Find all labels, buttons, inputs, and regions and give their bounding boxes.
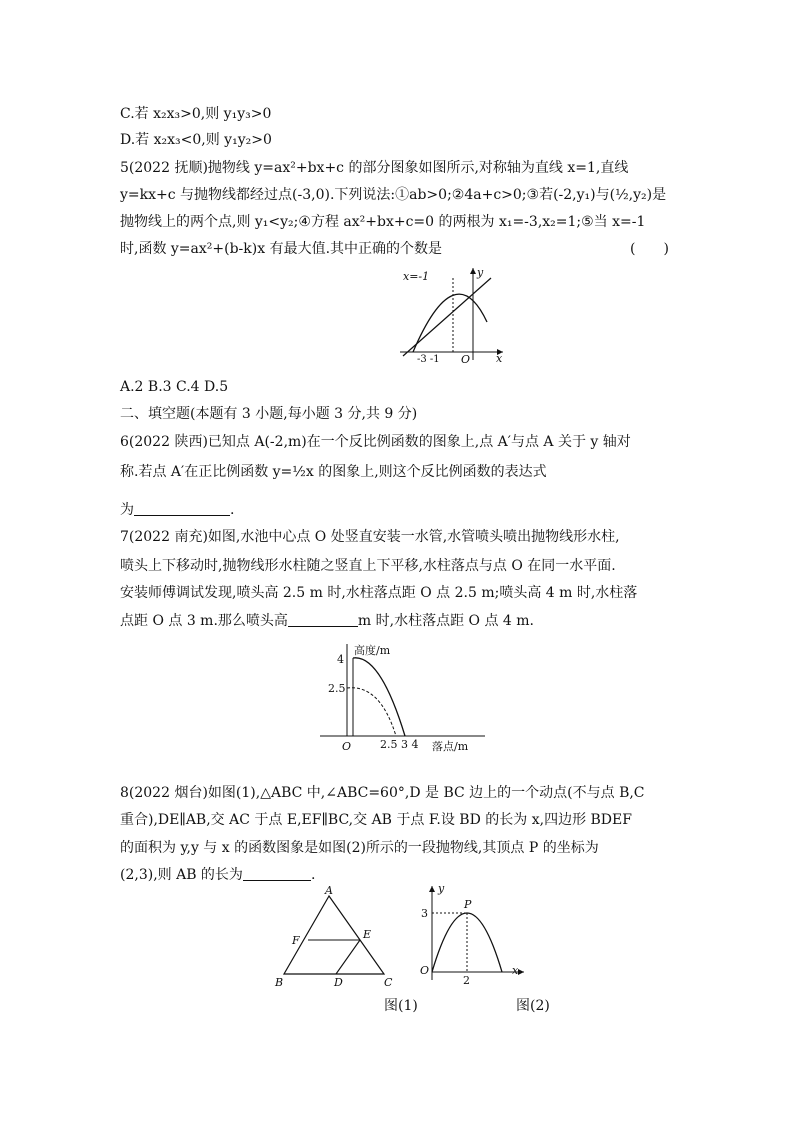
fig2-caption: 图(2) [516, 998, 550, 1014]
x-axis-arrow [518, 969, 524, 975]
y-axis-arrow [470, 268, 476, 274]
q6-answer-blank[interactable] [134, 501, 230, 516]
q6-line-3 [120, 500, 234, 520]
answer-paren: ( ) [630, 241, 669, 257]
q5-line-3: 抛物线上的两个点,则 y₁<y₂;④方程 ax²+bx+c=0 的两根为 x₁=-3,x₂=1;⑤当 x=-1 [120, 214, 646, 230]
parabola-2-5m [347, 688, 396, 736]
q7-line-3: 安装师傅调试发现,喷头高 2.5 m 时,水柱落点距 O 点 2.5 m;喷头高 4 m 时,水柱落 [120, 585, 638, 601]
y-tick-4: 4 [337, 653, 344, 666]
label-a: A [325, 884, 333, 897]
segment-de [336, 940, 360, 974]
q5-line-2: y=kx+c 与抛物线都经过点(-3,0).下列说法:①ab>0;②4a+c>0;③若(-2,y₁)与(½,y₂)是 [120, 187, 667, 203]
y-tick-3: 3 [421, 907, 428, 920]
option-c: C.若 x₂x₃>0,则 y₁y₃>0 [120, 106, 272, 122]
q8-parabola-figure [412, 882, 532, 987]
vertex-label: P [464, 898, 472, 911]
label-e: E [363, 928, 372, 941]
parabola-4m [353, 658, 405, 736]
label-c: C [384, 976, 393, 989]
q7-suffix: m 时,水柱落点距 O 点 4 m. [357, 613, 535, 629]
q7-prefix: 点距 O 点 3 m.那么喷头高 [120, 613, 288, 629]
q6-line-1: 6(2022 陕西)已知点 A(-2,m)在一个反比例函数的图象上,点 A′与点 A 关于 y 轴对 [120, 434, 631, 450]
label-b: B [275, 976, 284, 989]
q5-choices: A.2 B.3 C.4 D.5 [120, 379, 229, 395]
y-tick-2-5: 2.5 [328, 682, 346, 695]
q8-answer-blank[interactable] [243, 866, 311, 881]
y-axis-arrow [429, 886, 435, 892]
tick-labels: -3 -1 [417, 354, 440, 365]
option-d: D.若 x₂x₃<0,则 y₁y₂>0 [120, 132, 272, 148]
q8-line-1: 8(2022 烟台)如图(1),△ABC 中,∠ABC=60°,D 是 BC 边上的一个动点(不与点 B,C [120, 785, 645, 801]
q5-line-1: 5(2022 抚顺)抛物线 y=ax²+bx+c 的部分图象如图所示,对称轴为直线 x=1,直线 [120, 160, 629, 176]
q7-answer-blank[interactable] [288, 612, 358, 627]
q6-prefix: 为 [120, 502, 134, 518]
origin-label: O [342, 740, 352, 753]
section-heading: 二、填空题(本题有 3 小题,每小题 3 分,共 9 分) [120, 406, 418, 422]
y-label: y [438, 882, 445, 895]
x-ticks: 2.5 3 4 [380, 738, 419, 751]
label-f: F [292, 934, 300, 947]
x-label: x [496, 352, 503, 365]
origin-label: O [461, 353, 471, 366]
q8-line-2: 重合),DE∥AB,交 AC 于点 E,EF∥BC,交 AB 于点 F.设 BD 的长为 x,四边形 BDEF [120, 812, 632, 828]
parabola-curve [413, 294, 487, 352]
q7-fountain-figure [320, 640, 490, 753]
straight-line [403, 278, 491, 356]
q7-line-1: 7(2022 南充)如图,水池中心点 O 处竖直安装一水管,水管喷头喷出抛物线形水柱, [120, 529, 620, 545]
q6-suffix: . [230, 502, 235, 518]
fig1-caption: 图(1) [384, 998, 418, 1014]
y-axis-label: 高度/m [354, 644, 391, 657]
q7-line-4 [120, 611, 534, 631]
q5-parabola-figure [395, 264, 505, 364]
q7-line-2: 喷头上下移动时,抛物线形水柱随之竖直上下平移,水柱落点与点 O 在同一水平面. [120, 558, 616, 574]
q8-triangle-figure [272, 886, 402, 996]
label-d: D [334, 976, 343, 989]
x-tick-2: 2 [463, 974, 470, 987]
q8-suffix: . [310, 867, 316, 883]
q8-prefix: (2,3),则 AB 的长为 [120, 867, 243, 883]
q6-line-2: 称.若点 A′在正比例函数 y=½x 的图象上,则这个反比例函数的表达式 [120, 464, 547, 480]
x-label: x [512, 964, 519, 977]
x-axis-label: 落点/m [432, 740, 469, 753]
symmetry-label: x=-1 [403, 270, 430, 283]
q8-line-3: 的面积为 y,y 与 x 的函数图象是如图(2)所示的一段抛物线,其顶点 P 的坐标为 [120, 840, 599, 856]
y-label: y [477, 266, 484, 279]
q8-line-4 [120, 865, 315, 885]
q5-line-4: 时,函数 y=ax²+(b-k)x 有最大值.其中正确的个数是 [120, 241, 443, 257]
origin-label: O [420, 964, 430, 977]
